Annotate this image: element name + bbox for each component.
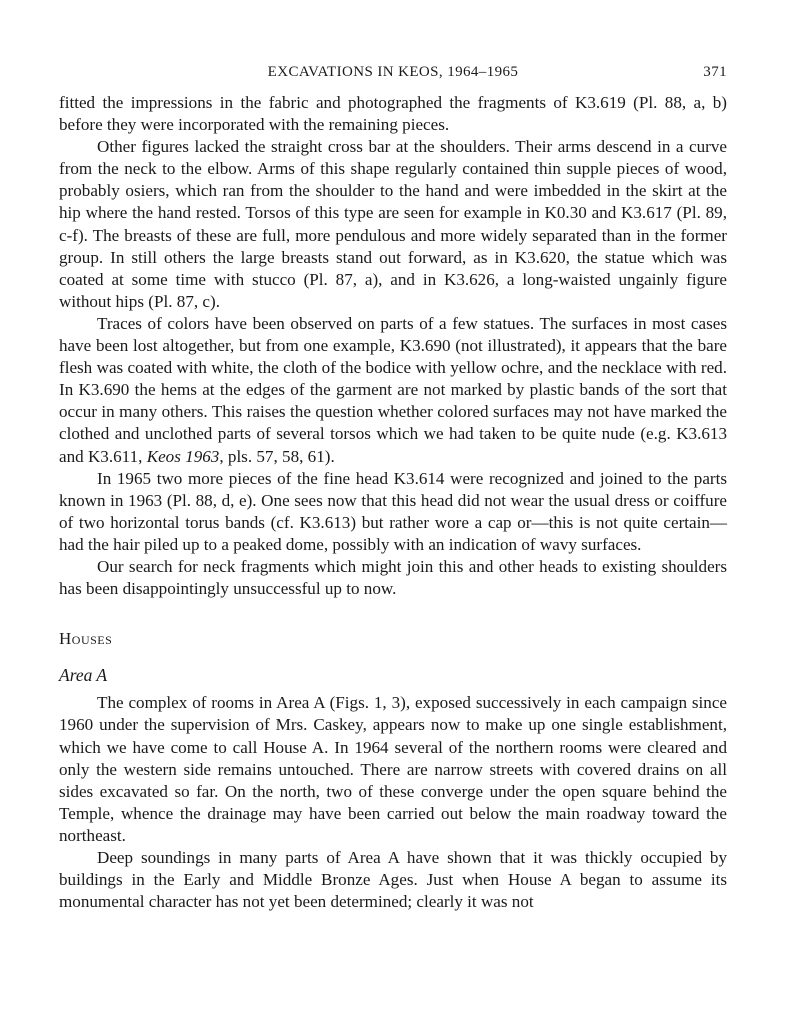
paragraph-continuation: fitted the impressions in the fabric and photographed the fragments of K3.619 (Pl. 88, a, b) before they were incorporated with the remaining pieces. bbox=[59, 93, 727, 135]
subsection-heading: Area A bbox=[59, 665, 108, 686]
running-title: EXCAVATIONS IN KEOS, 1964–1965 bbox=[267, 64, 519, 80]
page-number: 371 bbox=[703, 64, 727, 80]
paragraph-traces-of-colors bbox=[59, 313, 727, 468]
paragraph-area-a-complex: The complex of rooms in Area A (Figs. 1, 3), exposed successively in each campaign since 1960 under the supervision of Mrs. Caskey, appears now to make up one single establishment, which we have come to call House A. In 1964 several of the northern rooms were cleared and only the western side remains untouched. There are narrow streets with covered drains on all sides excavated so far. On the north, two of these converge under the open square behind the Temple, whence the drainage may have been carried out below the main roadway toward the northeast. bbox=[59, 693, 727, 845]
section-heading: Houses bbox=[59, 629, 113, 649]
paragraph-neck-fragments: Our search for neck fragments which might join this and other heads to existing shoulders has been disappointingly unsuccessful up to now. bbox=[59, 556, 727, 599]
paragraph-text: , pls. 57, 58, 61). bbox=[219, 446, 335, 466]
paragraph-text: Traces of colors have been observed on parts of a few statues. The surfaces in most cases have been lost altogether, but from one example, K3.690 (not illustrated), it appears that the bare flesh was coated with white, the cloth of the bodice with yellow ochre, and the necklace with red. In K3.690 the hems at the edges of the garment are not marked by plastic bands of the sort that occur in many others. This raises the question whether colored surfaces may not have marked the clothed and unclothed parts of several torsos which we had taken to be quite nude (e.g. K3.613 and K3.611, bbox=[59, 313, 727, 466]
page-header bbox=[59, 60, 727, 84]
paragraph-arm-shapes: Other figures lacked the straight cross bar at the shoulders. Their arms descend in a curve from the neck to the elbow. Arms of this shape regularly contained thin supple pieces of wood, probably osiers, which ran from the shoulder to the hand and were imbedded in the skirt at the hip where the hand rested. Torsos of this type are seen for example in K0.30 and K3.617 (Pl. 89, c-f). The breasts of these are full, more pendulous and more widely separated than in the former group. In still others the large breasts stand out forward, as in K3.620, the statue which was coated at some time with stucco (Pl. 87, a), and in K3.626, a long-waisted ungainly figure without hips (Pl. 87, c). bbox=[59, 137, 727, 311]
paragraph-deep-soundings: Deep soundings in many parts of Area A have shown that it was thickly occupied by buildings in the Early and Middle Bronze Ages. Just when House A began to assume its monumental character has not yet been determined; clearly it was not bbox=[59, 848, 727, 912]
page bbox=[59, 60, 727, 913]
paragraph-fine-head: In 1965 two more pieces of the fine head K3.614 were recognized and joined to the parts known in 1963 (Pl. 88, d, e). One sees now that this head did not wear the usual dress or coiffure of two horizontal torus bands (cf. K3.613) but rather wore a cap or—this is not quite certain—had the hair piled up to a peaked dome, possibly with an indication of wavy surfaces. bbox=[59, 468, 727, 554]
body-text bbox=[59, 92, 727, 913]
publication-title: Keos 1963 bbox=[146, 446, 220, 466]
